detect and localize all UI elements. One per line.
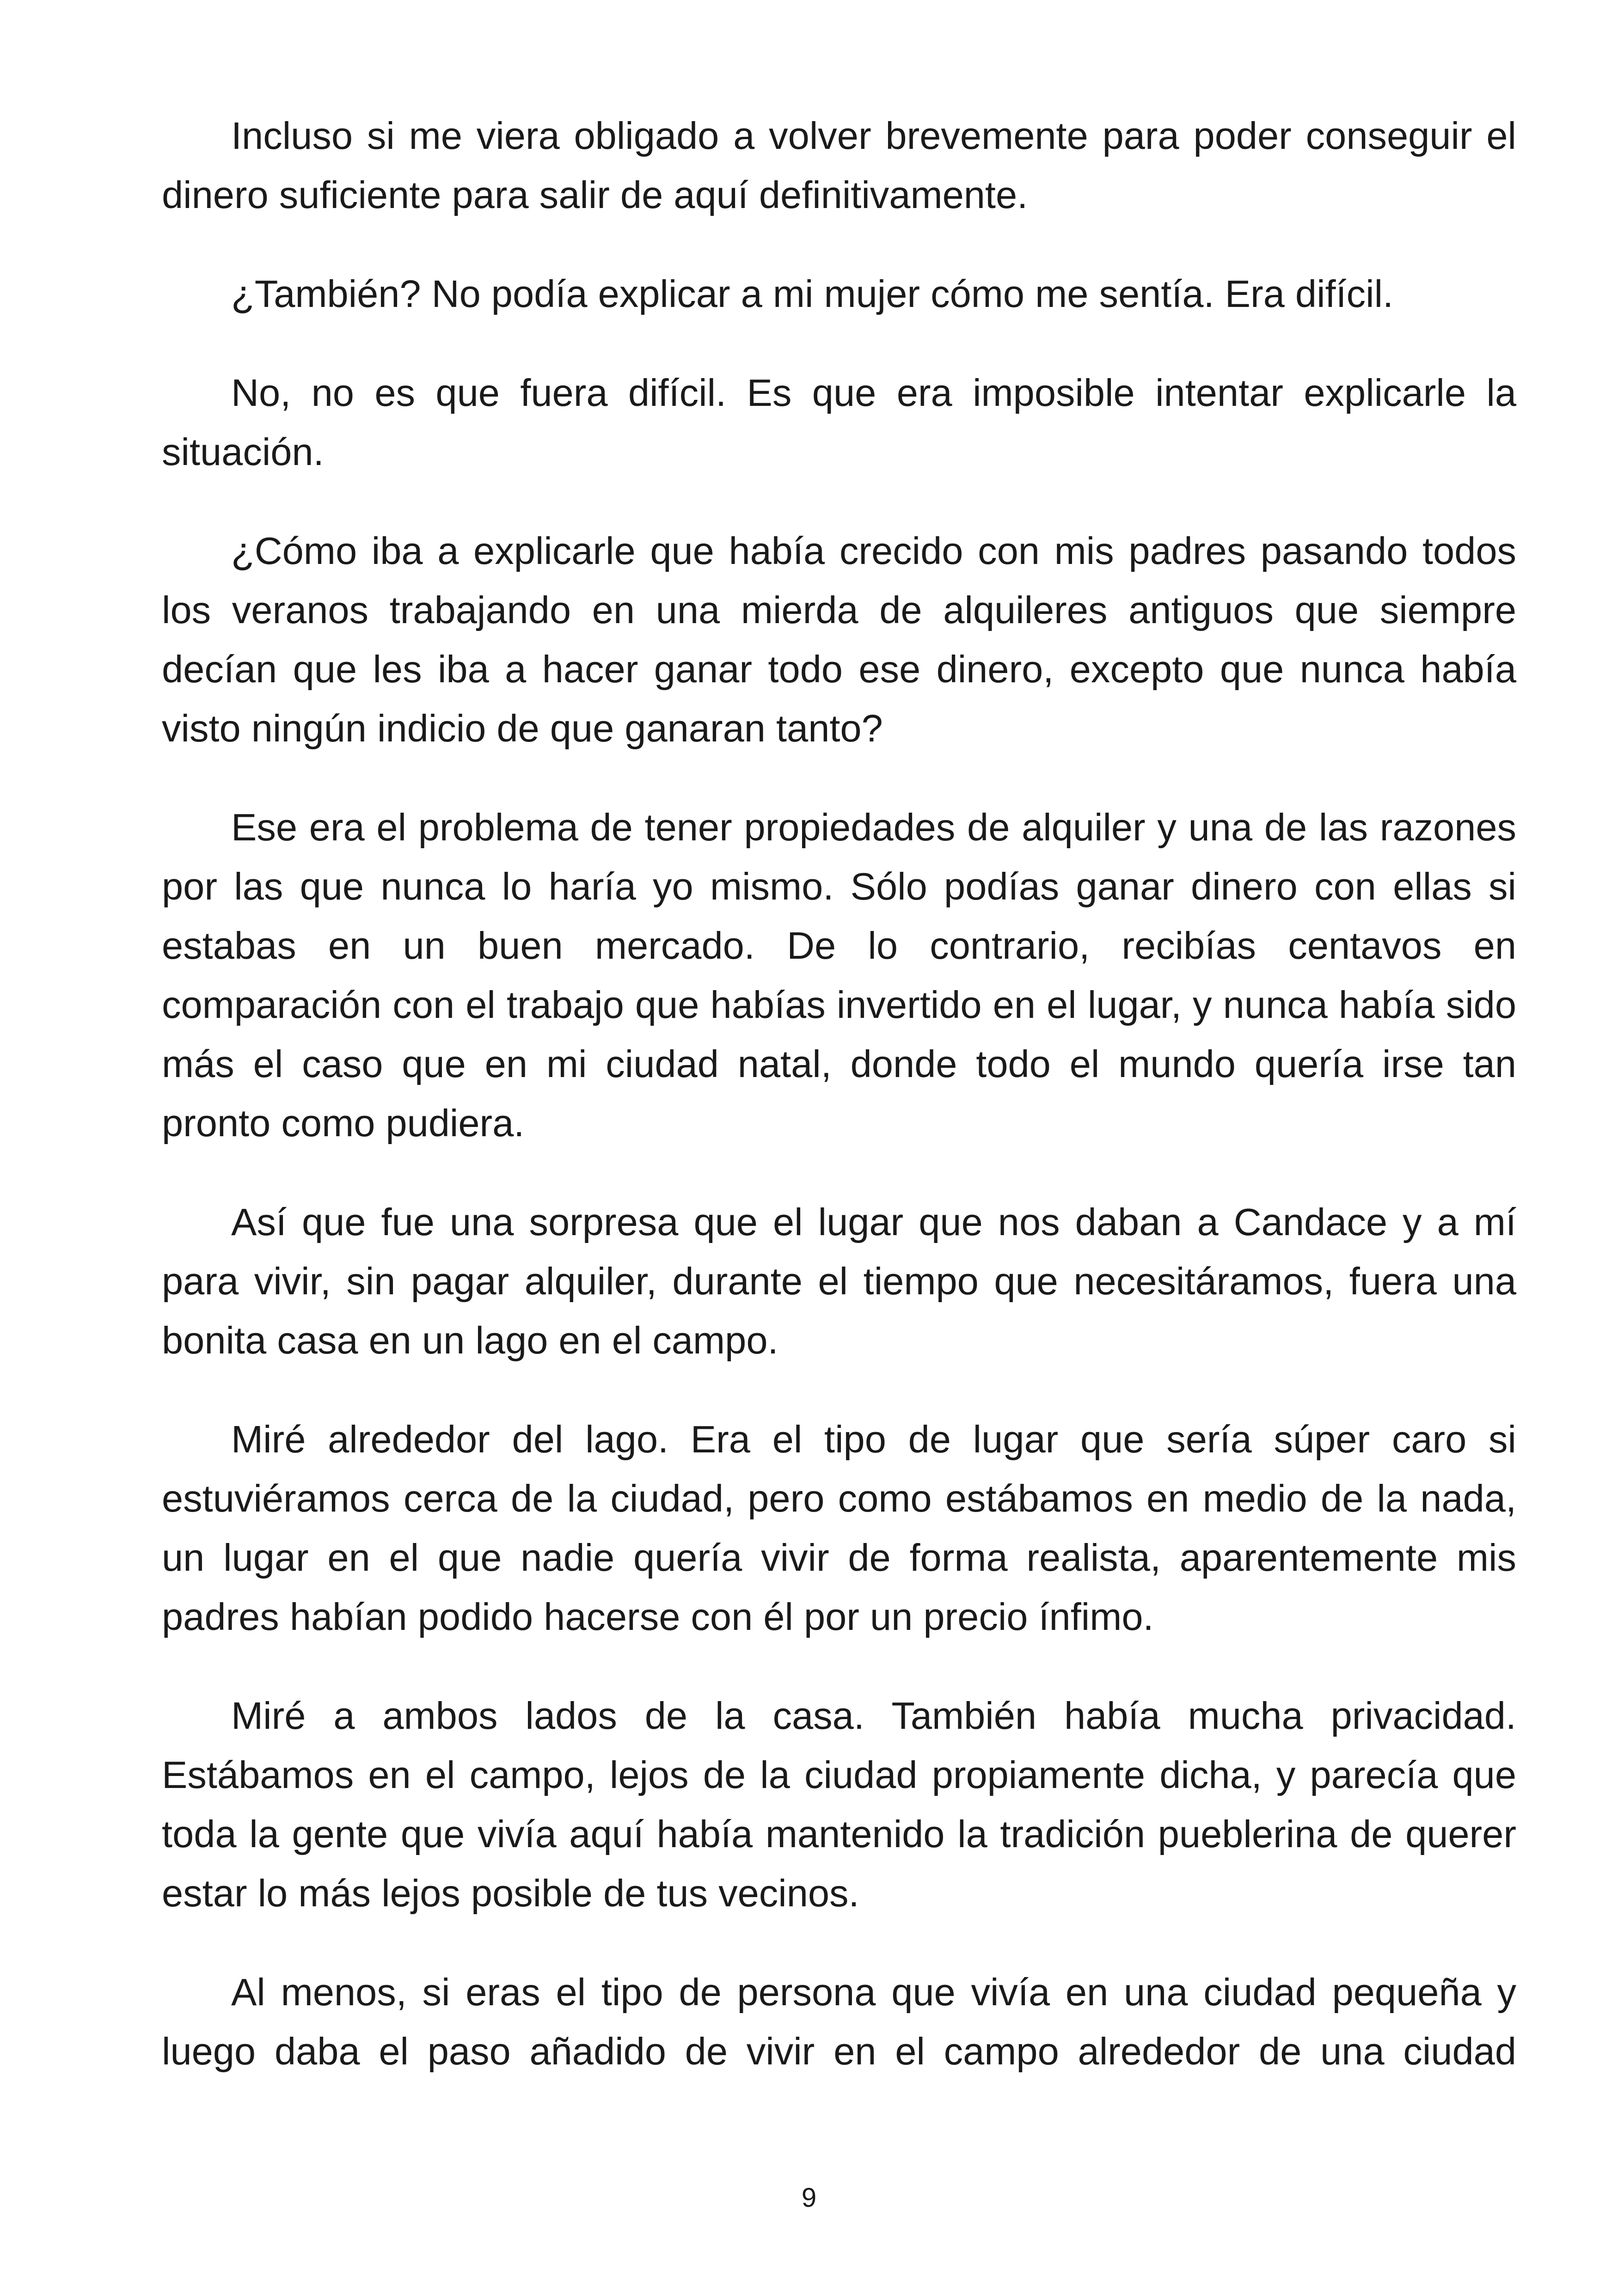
paragraph-9: Al menos, si eras el tipo de persona que vivía en una ciudad pequeña y luego daba el paso añadido de vivir en el campo alrededor de una ciudad — [162, 1971, 1516, 2073]
body-text — [162, 106, 1516, 2121]
paragraph-7: Miré alrededor del lago. Era el tipo de lugar que sería súper caro si estuviéramos cerca de la ciudad, pero como estábamos en medio de la nada, un lugar en el que nadie quería vivir de forma realista, aparentemente mis padres habían podido hacerse con él por un precio ínfimo. — [162, 1418, 1516, 1638]
paragraph-1: Incluso si me viera obligado a volver brevemente para poder conseguir el dinero suficiente para salir de aquí definitivamente. — [162, 114, 1516, 216]
paragraph-2: ¿También? No podía explicar a mi mujer cómo me sentía. Era difícil. — [231, 272, 1394, 315]
paragraph-3: No, no es que fuera difícil. Es que era imposible intentar explicarle la situación. — [162, 371, 1516, 473]
paragraph-6: Así que fue una sorpresa que el lugar que nos daban a Candace y a mí para vivir, sin pagar alquiler, durante el tiempo que necesitáramos, fuera una bonita casa en un lago en el campo. — [162, 1200, 1516, 1362]
paragraph-4: ¿Cómo iba a explicarle que había crecido con mis padres pasando todos los veranos trabajando en una mierda de alquileres antiguos que siempre decían que les iba a hacer ganar todo ese dinero, excepto que nunca había visto ningún indicio de que ganaran tanto? — [162, 529, 1516, 750]
paragraph-8: Miré a ambos lados de la casa. También había mucha privacidad. Estábamos en el campo, lejos de la ciudad propiamente dicha, y parecía que toda la gente que vivía aquí había mantenido la tradición pueblerina de querer estar lo más lejos posible de tus vecinos. — [162, 1694, 1516, 1915]
page-number: 9 — [801, 2183, 817, 2213]
paragraph-5: Ese era el problema de tener propiedades de alquiler y una de las razones por las que nunca lo haría yo mismo. Sólo podías ganar dinero con ellas si estabas en un buen mercado. De lo contrario, recibías centavos en comparación con el trabajo que habías invertido en el lugar, y nunca había sido más el caso que en mi ciudad natal, donde todo el mundo quería irse tan pronto como pudiera. — [162, 806, 1516, 1145]
